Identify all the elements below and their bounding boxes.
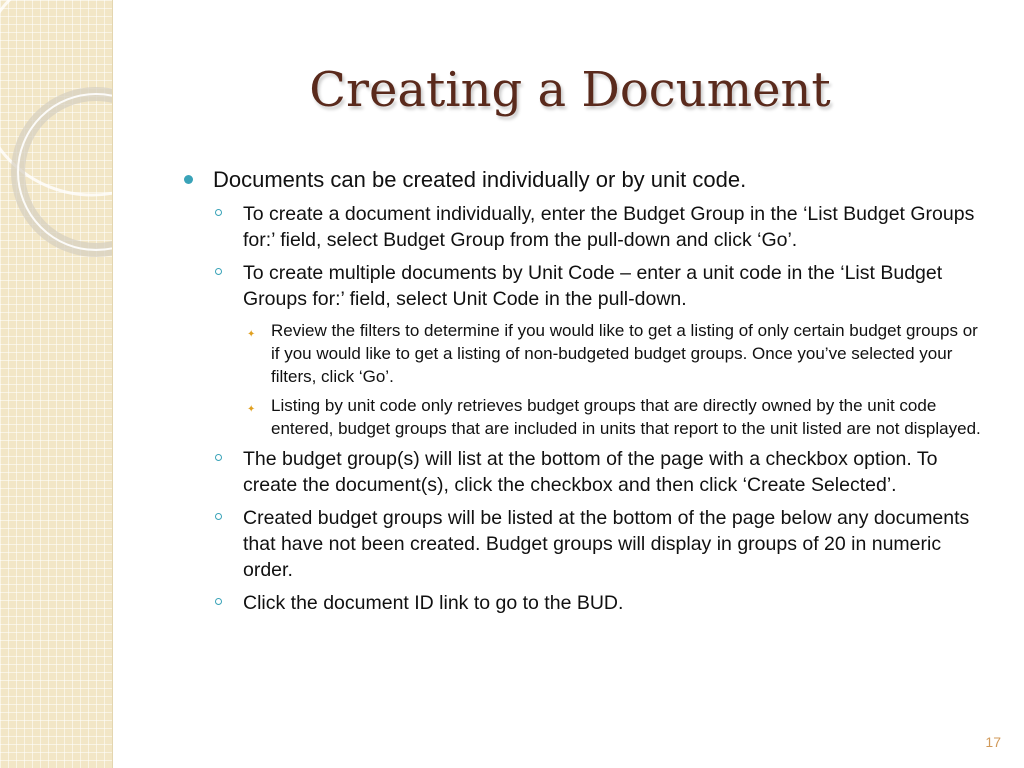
bullet-text: Documents can be created individually or by unit code. [213, 167, 747, 192]
ring-bullet-icon [215, 268, 222, 275]
ring-bullet-icon [215, 209, 222, 216]
sub-bullet [184, 446, 984, 498]
bullet-level1 [184, 166, 984, 193]
sub-bullet [184, 590, 984, 616]
decorative-circles [0, 0, 112, 768]
ring-bullet-icon [215, 513, 222, 520]
ring-bullet-icon [215, 598, 222, 605]
ring-bullet-icon [215, 454, 222, 461]
sub-bullet [184, 201, 984, 253]
bullet-dot-icon [184, 175, 193, 184]
slide-title: Creating a Document [309, 62, 831, 118]
sub-bullet-text: The budget group(s) will list at the bottom of the page with a checkbox option. To create the document(s), click the checkbox and then click ‘Create Selected’. [243, 448, 938, 496]
sub-bullet [184, 260, 984, 312]
slide-number: 17 [985, 734, 1001, 750]
decorative-side-panel [0, 0, 113, 768]
sub-sub-bullet [184, 394, 984, 440]
sub-sub-bullet-text: Review the filters to determine if you would like to get a listing of only certain budget groups or if you would like to get a listing of non-budgeted budget groups. Once you’ve selected your filters, click ‘Go’. [271, 321, 978, 386]
decorative-circle-ring [18, 94, 112, 250]
sub-bullet [184, 505, 984, 583]
star-bullet-icon: ✦ [247, 404, 256, 415]
sub-bullet-text: To create multiple documents by Unit Code – enter a unit code in the ‘List Budget Groups for:’ field, select Unit Code in the pull-down. [243, 262, 943, 310]
star-bullet-icon: ✦ [247, 329, 256, 340]
sub-sub-bullet-text: Listing by unit code only retrieves budget groups that are directly owned by the unit code entered, budget groups that are included in units that report to the unit listed are not displayed. [271, 396, 981, 438]
sub-sub-bullet [184, 319, 984, 388]
sub-bullet-text: Click the document ID link to go to the BUD. [243, 592, 624, 614]
sub-bullet-text: Created budget groups will be listed at the bottom of the page below any documents that have not been created. Budget groups will display in groups of 20 in numeric order. [243, 507, 970, 581]
slide-content [184, 166, 984, 623]
sub-bullet-text: To create a document individually, enter the Budget Group in the ‘List Budget Groups for:’ field, select Budget Group from the pull-down and click ‘Go’. [243, 203, 975, 251]
